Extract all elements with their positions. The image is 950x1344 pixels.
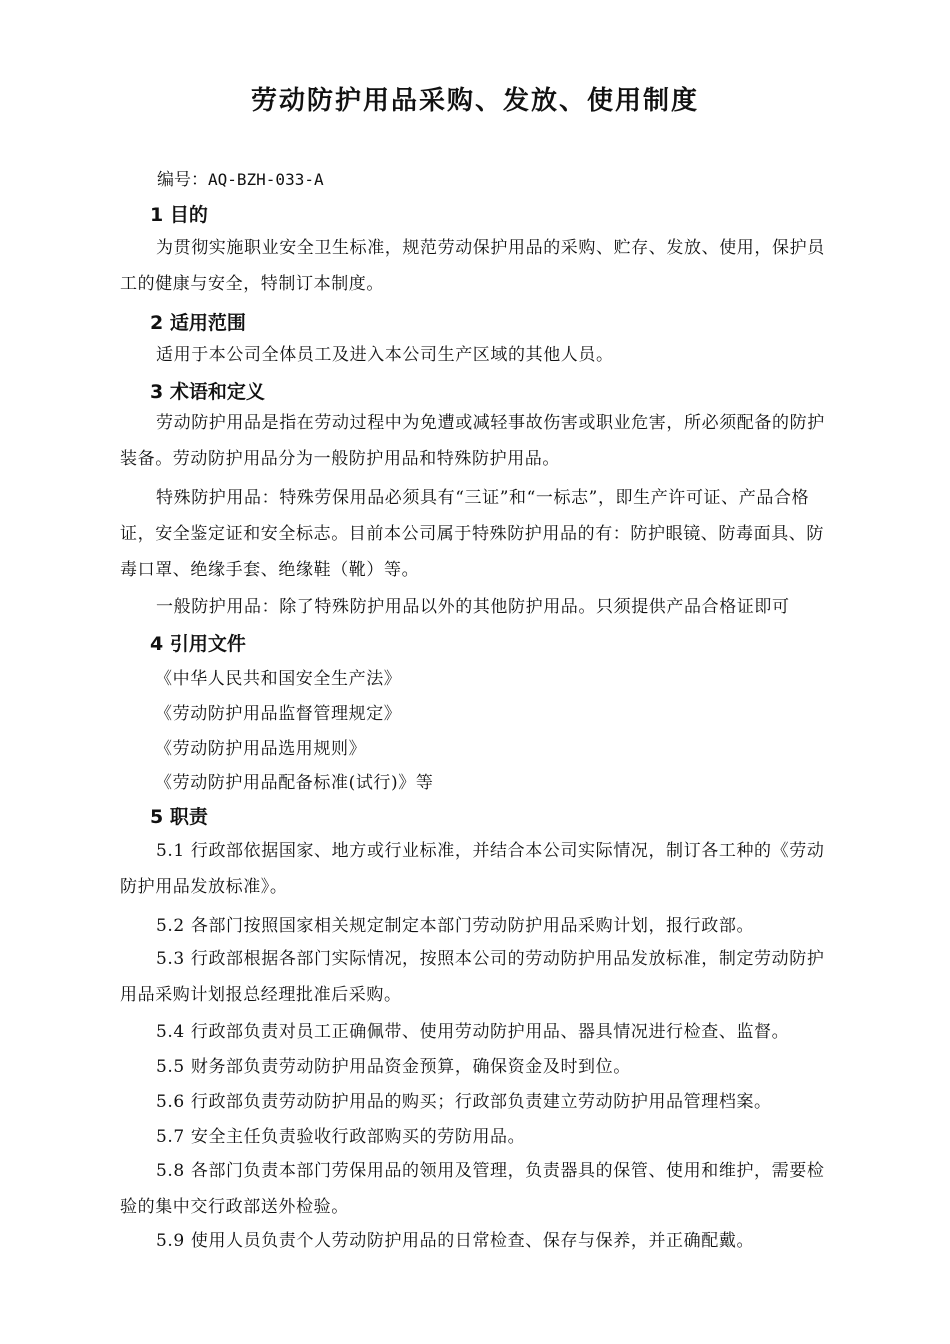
section-2-heading: 2 适用范围	[150, 312, 246, 334]
reference-item: 《劳动防护用品配备标准(试行)》等	[155, 773, 434, 793]
section-5-heading: 5 职责	[150, 806, 208, 828]
duty-item: 5.7 安全主任负责验收行政部购买的劳防用品。	[156, 1127, 526, 1147]
section-1-heading: 1 目的	[150, 204, 208, 226]
duty-item: 5.4 行政部负责对员工正确佩带、使用劳动防护用品、器具情况进行检查、监督。	[156, 1022, 790, 1042]
code-label: 编号：	[157, 170, 208, 190]
code-value: AQ-BZH-033-A	[208, 170, 324, 189]
reference-item: 《劳动防护用品选用规则》	[155, 739, 367, 759]
section-2-paragraph: 适用于本公司全体员工及进入本公司生产区域的其他人员。	[156, 345, 614, 365]
duty-item: 5.2 各部门按照国家相关规定制定本部门劳动防护用品采购计划，报行政部。	[156, 916, 755, 936]
document-title: 劳动防护用品采购、发放、使用制度	[250, 86, 699, 116]
section-3-paragraph-3: 一般防护用品：除了特殊防护用品以外的其他防护用品。只须提供产品合格证即可	[156, 597, 790, 617]
duty-item: 5.6 行政部负责劳动防护用品的购买；行政部负责建立劳动防护用品管理档案。	[156, 1092, 772, 1112]
duty-item: 5.9 使用人员负责个人劳动防护用品的日常检查、保存与保养，并正确配戴。	[156, 1231, 755, 1251]
duty-item: 5.8 各部门负责本部门劳保用品的领用及管理，负责器具的保管、使用和维护，需要检验的集中交行政部送外检验。	[120, 1161, 825, 1217]
duty-item: 5.5 财务部负责劳动防护用品资金预算，确保资金及时到位。	[156, 1057, 631, 1077]
section-3-heading: 3 术语和定义	[150, 381, 265, 403]
section-4-heading: 4 引用文件	[150, 633, 246, 655]
reference-item: 《中华人民共和国安全生产法》	[155, 669, 402, 689]
document-code	[157, 165, 324, 190]
duty-item: 5.3 行政部根据各部门实际情况，按照本公司的劳动防护用品发放标准，制定劳动防护用品采购计划报总经理批准后采购。	[120, 949, 825, 1005]
section-3-paragraph-2: 特殊防护用品：特殊劳保用品必须具有“三证”和“一标志”，即生产许可证、产品合格证，安全鉴定证和安全标志。目前本公司属于特殊防护用品的有：防护眼镜、防毒面具、防毒口罩、绝缘手套、绝缘鞋（靴）等。	[120, 488, 824, 580]
duty-item: 5.1 行政部依据国家、地方或行业标准，并结合本公司实际情况，制订各工种的《劳动防护用品发放标准》。	[120, 841, 825, 897]
section-1-paragraph: 为贯彻实施职业安全卫生标准，规范劳动保护用品的采购、贮存、发放、使用，保护员工的健康与安全，特制订本制度。	[120, 238, 825, 294]
reference-item: 《劳动防护用品监督管理规定》	[155, 704, 402, 724]
section-3-paragraph-1: 劳动防护用品是指在劳动过程中为免遭或减轻事故伤害或职业危害，所必须配备的防护装备。劳动防护用品分为一般防护用品和特殊防护用品。	[120, 413, 825, 469]
